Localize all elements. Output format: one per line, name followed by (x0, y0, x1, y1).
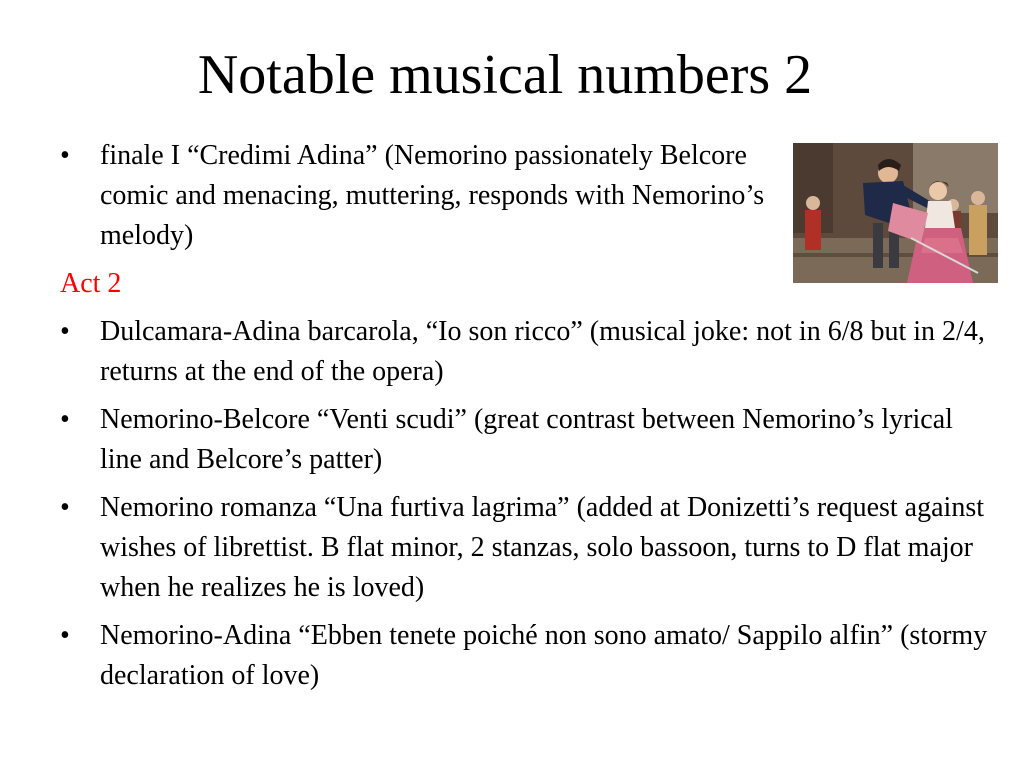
bullet-text: Nemorino-Belcore “Venti scudi” (great contrast between Nemorino’s lyrical line and Belcore’s patter) (100, 404, 953, 475)
bullet-glyph: • (60, 140, 70, 171)
heading-text: Act 2 (60, 268, 122, 299)
bullet-text: Nemorino-Adina “Ebben tenete poiché non sono amato/ Sappilo alfin” (stormy declaration of love) (100, 620, 988, 691)
bullet-text: Nemorino romanza “Una furtiva lagrima” (added at Donizetti’s request against wishes of librettist. B flat minor, 2 stanzas, solo bassoon, turns to D flat major when he realizes he is loved) (100, 492, 984, 603)
bullet-glyph: • (60, 316, 70, 347)
bullet-item (60, 400, 990, 480)
bullet-text: Dulcamara-Adina barcarola, “Io son ricco” (musical joke: not in 6/8 but in 2/4, returns at the end of the opera) (100, 316, 985, 387)
bullet-glyph: • (60, 404, 70, 435)
bullet-item (60, 616, 990, 696)
opera-scene-photo (793, 143, 998, 283)
bullet-item (60, 312, 990, 392)
slide-title: Notable musical numbers 2 (197, 44, 813, 106)
opera-scene-illustration (793, 143, 998, 283)
bullet-item (60, 488, 990, 608)
bullet-glyph: • (60, 492, 70, 523)
bullet-text: finale I “Credimi Adina” (Nemorino passionately Belcore comic and menacing, muttering, responds with Nemorino’s melody) (100, 140, 765, 251)
bullet-glyph: • (60, 620, 70, 651)
